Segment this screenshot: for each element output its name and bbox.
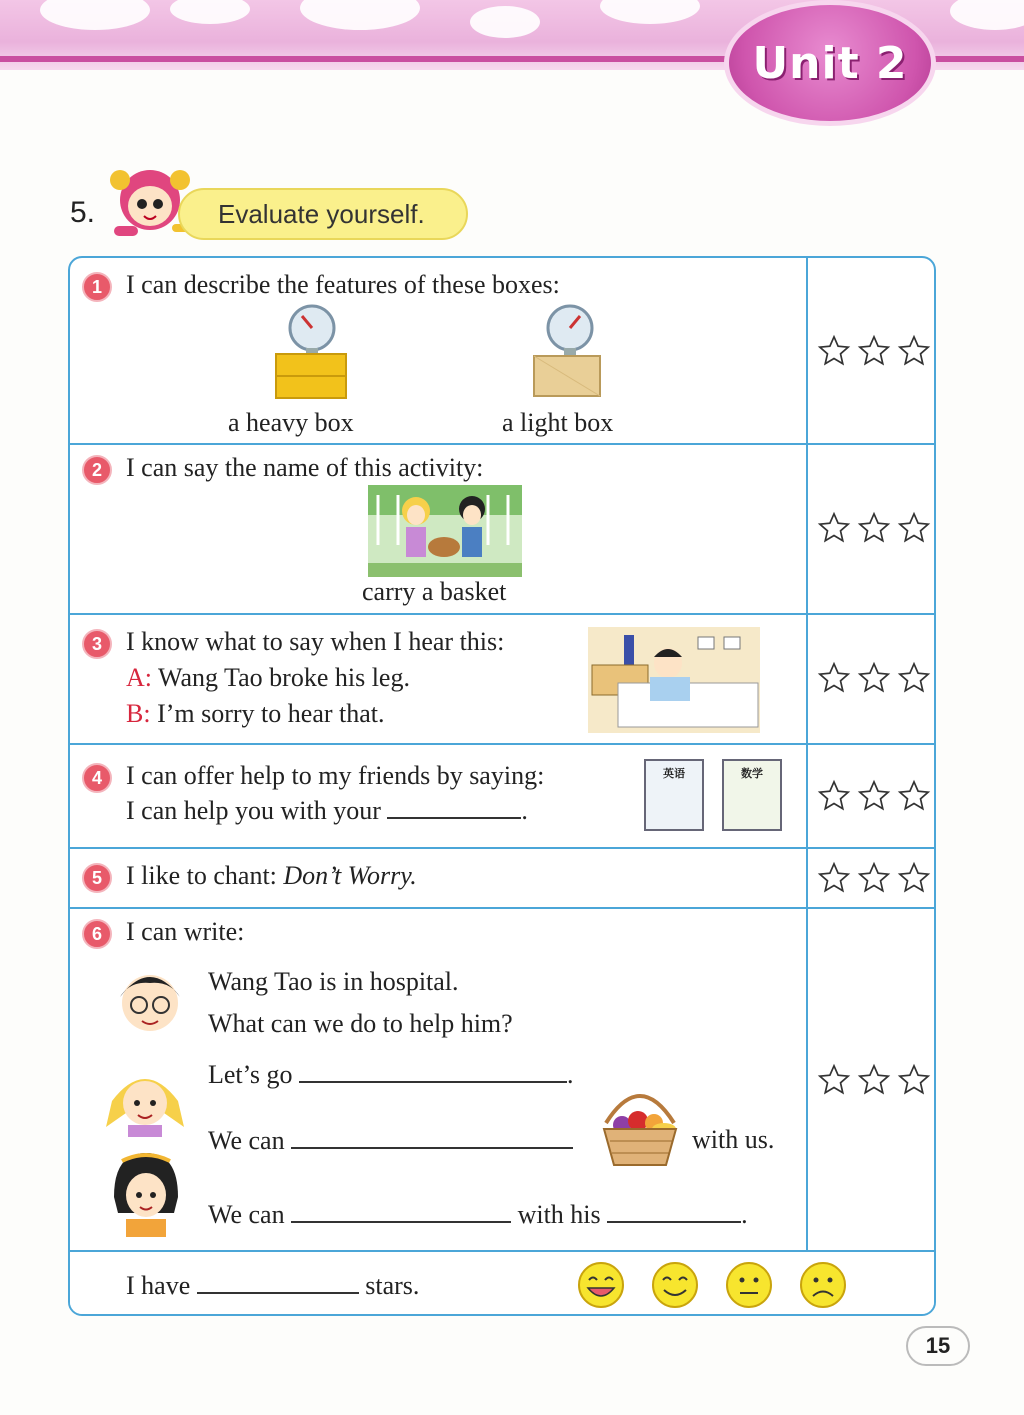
- answer-blank[interactable]: [299, 1059, 567, 1083]
- answer-blank[interactable]: [291, 1199, 511, 1223]
- speaker-a-text: Wang Tao broke his leg.: [158, 663, 410, 692]
- math-book-title: 数学: [741, 767, 763, 780]
- unit-label: Unit 2: [752, 37, 908, 89]
- star-icon[interactable]: [817, 511, 851, 545]
- speaker-b-label: B:: [126, 699, 151, 728]
- answer-blank[interactable]: [197, 1270, 359, 1294]
- star-rating[interactable]: [814, 334, 934, 368]
- star-icon[interactable]: [857, 334, 891, 368]
- dialogue-line-b: [126, 699, 385, 729]
- write-line-5-end: .: [741, 1200, 748, 1229]
- write-line-5: [208, 1199, 748, 1230]
- star-icon[interactable]: [897, 1063, 931, 1097]
- star-rating[interactable]: [814, 661, 934, 695]
- write-line-3-start: Let’s go: [208, 1060, 293, 1089]
- write-line-5-start: We can: [208, 1200, 285, 1229]
- row-4-sentence-end: .: [521, 796, 528, 825]
- star-icon[interactable]: [857, 511, 891, 545]
- caption-light-box: a light box: [502, 408, 614, 437]
- answer-blank[interactable]: [291, 1125, 573, 1149]
- table-footer-row: [70, 1252, 934, 1316]
- write-line-3-end: .: [567, 1060, 574, 1089]
- unit-badge: [724, 0, 936, 126]
- page-number: 15: [906, 1326, 970, 1366]
- fruit-basket-icon: [592, 1077, 688, 1173]
- write-line-4-start: We can: [208, 1126, 285, 1155]
- star-icon[interactable]: [817, 661, 851, 695]
- star-icon[interactable]: [817, 334, 851, 368]
- answer-blank[interactable]: [387, 795, 521, 819]
- table-row-1: [70, 258, 934, 445]
- row-4-prompt: I can offer help to my friends by saying:: [126, 761, 545, 790]
- speaker-a-label: A:: [126, 663, 152, 692]
- sad-face-icon[interactable]: [798, 1260, 848, 1310]
- row-4-sentence-start: I can help you with your: [126, 796, 381, 825]
- english-book-title: 英语: [663, 767, 685, 780]
- answer-blank[interactable]: [607, 1199, 741, 1223]
- table-row-5: [70, 849, 934, 909]
- star-icon[interactable]: [857, 861, 891, 895]
- boy-face-icon: [110, 963, 190, 1037]
- english-book-icon: [644, 759, 704, 831]
- row-number-badge: 4: [82, 763, 112, 793]
- star-icon[interactable]: [897, 511, 931, 545]
- row-number-badge: 2: [82, 455, 112, 485]
- caption-heavy-box: a heavy box: [228, 408, 354, 437]
- star-icon[interactable]: [897, 779, 931, 813]
- star-icon[interactable]: [817, 779, 851, 813]
- children-carrying-basket-icon: [368, 485, 522, 577]
- row-number-badge: 5: [82, 863, 112, 893]
- star-icon[interactable]: [857, 661, 891, 695]
- row-1-prompt: I can describe the features of these boxes:: [126, 270, 560, 299]
- footer-sentence-start: I have: [126, 1271, 191, 1300]
- dialogue-line-a: [126, 663, 410, 693]
- write-line-2: What can we do to help him?: [208, 1009, 513, 1038]
- heading-pill: [178, 188, 468, 240]
- star-icon[interactable]: [857, 1063, 891, 1097]
- caption-carry-basket: carry a basket: [362, 577, 507, 606]
- speaker-b-text: I’m sorry to hear that.: [157, 699, 385, 728]
- write-line-4: [208, 1125, 573, 1156]
- star-icon[interactable]: [857, 779, 891, 813]
- footer-sentence-end: stars.: [365, 1271, 420, 1300]
- write-line-1: Wang Tao is in hospital.: [208, 967, 459, 996]
- section-title: Evaluate yourself.: [218, 198, 425, 229]
- row-5-prompt: [126, 861, 417, 891]
- math-book-icon: [722, 759, 782, 831]
- row-2-prompt: I can say the name of this activity:: [126, 453, 484, 482]
- table-row-4: [70, 745, 934, 849]
- footer-sentence: [126, 1270, 419, 1301]
- star-rating[interactable]: [814, 511, 934, 545]
- blonde-girl-face-icon: [100, 1061, 190, 1137]
- table-row-2: [70, 445, 934, 615]
- row-number-badge: 6: [82, 919, 112, 949]
- dark-hair-girl-face-icon: [108, 1151, 184, 1237]
- chant-title: Don’t Worry.: [283, 861, 417, 890]
- star-rating[interactable]: [814, 779, 934, 813]
- write-line-3: [208, 1059, 574, 1090]
- star-icon[interactable]: [817, 1063, 851, 1097]
- star-icon[interactable]: [897, 334, 931, 368]
- write-line-5-mid: with his: [517, 1200, 601, 1229]
- smiling-face-icon[interactable]: [650, 1260, 700, 1310]
- star-icon[interactable]: [897, 861, 931, 895]
- table-row-3: [70, 615, 934, 745]
- star-icon[interactable]: [897, 661, 931, 695]
- row-4-sentence: [126, 795, 528, 826]
- row-6-prompt: I can write:: [126, 917, 245, 946]
- star-rating[interactable]: [814, 861, 934, 895]
- row-5-prompt-text: I like to chant:: [126, 861, 284, 890]
- laughing-face-icon[interactable]: [576, 1260, 626, 1310]
- row-number-badge: 1: [82, 272, 112, 302]
- row-3-prompt: I know what to say when I hear this:: [126, 627, 505, 656]
- neutral-face-icon[interactable]: [724, 1260, 774, 1310]
- table-row-6: [70, 909, 934, 1252]
- section-number: 5.: [70, 196, 96, 229]
- heavy-box-on-scale-icon: [270, 304, 350, 404]
- light-box-on-scale-icon: [528, 304, 608, 404]
- write-line-4-end: with us.: [692, 1125, 775, 1154]
- star-icon[interactable]: [817, 861, 851, 895]
- evaluation-table: [68, 256, 936, 1316]
- boy-in-hospital-bed-icon: [588, 627, 760, 733]
- star-rating[interactable]: [814, 1063, 934, 1097]
- row-number-badge: 3: [82, 629, 112, 659]
